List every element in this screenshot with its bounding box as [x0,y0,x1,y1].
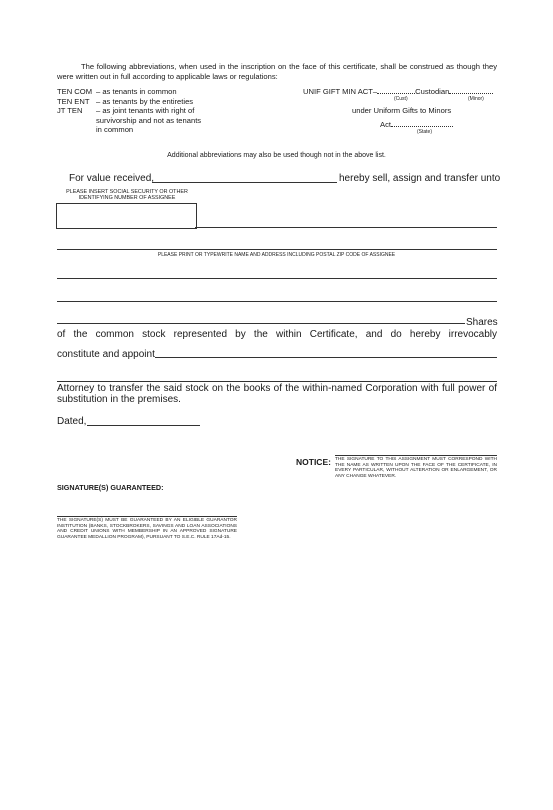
abbr-val-ten-com: – as tenants in common [96,87,177,96]
signature-line[interactable] [335,455,497,456]
minor-field[interactable] [449,93,493,94]
attorney-line-2[interactable] [57,381,497,382]
abbr-val-ten-ent: – as tenants by the entireties [96,97,194,106]
assignee-line-3[interactable] [57,301,497,302]
shares-field[interactable] [57,323,465,324]
constitute-label: constitute and appoint [57,349,155,360]
gift-act-label: UNIF GIFT MIN ACT– [303,87,378,96]
additional-note: Additional abbreviations may also be used though not in the above list. [167,152,386,159]
print-label: PLEASE PRINT OR TYPEWRITE NAME AND ADDRESS INCLUDING POSTAL ZIP CODE OF ASSIGNEE [157,252,396,258]
gift-custodian-label: Custodian [415,87,450,96]
abbr-key-ten-ent: TEN ENT [57,97,90,106]
for-value-field[interactable] [152,182,337,183]
for-value-label: For value received, [69,173,155,184]
signature-guaranteed-label: SIGNATURE(S) GUARANTEED: [57,483,164,492]
gift-act-line [303,87,493,96]
assignee-line-2[interactable] [57,278,497,279]
dated-field[interactable] [87,425,200,426]
dated-label: Dated, [57,416,87,427]
intro-paragraph: The following abbreviations, when used in the inscription on the face of this certificate, shall be construed as though they were written out in full according to applicable laws or regulations: [57,62,497,81]
attorney-name-field[interactable] [155,357,497,358]
common-stock-text: of the common stock represented by the within Certificate, and do hereby irrevocably [57,329,497,340]
gift-minor-caption: (Minor) [468,96,484,102]
gift-cust-caption: (Cust) [394,96,408,102]
ssn-baseline [195,227,497,228]
assignee-line-1[interactable] [57,249,497,250]
hereby-text: hereby sell, assign and transfer unto [339,173,501,184]
gift-under-text: under Uniform Gifts to Minors [352,106,452,115]
attorney-paragraph: Attorney to transfer the said stock on the books of the within-named Corporation with full power of substitution in the premises. [57,383,497,405]
custodian-field[interactable] [377,93,415,94]
ssn-label: PLEASE INSERT SOCIAL SECURITY OR OTHER IDENTIFYING NUMBER OF ASSIGNEE [66,189,188,202]
abbr-key-jt-ten: JT TEN [57,106,83,115]
ssn-box[interactable] [56,203,197,229]
gift-act-word: Act [380,120,391,129]
guarantee-text: THE SIGNATURE(S) MUST BE GUARANTEED BY AN ELIGIBLE GUARANTOR INSTITUTION (BANKS, STOCKBROKERS, SAVINGS AND LOAN ASSOCIATIONS AND CREDIT UNIONS WITH MEMBERSHIP IN AN APPROVED SIGNATURE GUARANTEE MEDALLION PROGRAM), PURSUANT TO S.E.C. RULE 17Ad-15. [57,518,237,540]
shares-label: Shares [466,317,498,328]
notice-text: THE SIGNATURE TO THIS ASSIGNMENT MUST CORRESPOND WITH THE NAME AS WRITTEN UPON THE FACE OF THE CERTIFICATE, IN EVERY PARTICULAR, WITHOUT ALTERATION OR ENLARGEMENT, OR ANY CHANGE WHATEVER. [335,457,497,479]
abbr-val-jt-ten: – as joint tenants with right of survivorship and not as tenants in common [96,106,202,134]
gift-state-caption: (State) [417,129,433,135]
abbr-key-ten-com: TEN COM [57,87,93,96]
state-field[interactable] [391,126,453,127]
notice-title: NOTICE: [296,457,331,467]
gift-act-state-line [380,120,453,129]
guarantor-signature-line[interactable] [57,516,237,517]
